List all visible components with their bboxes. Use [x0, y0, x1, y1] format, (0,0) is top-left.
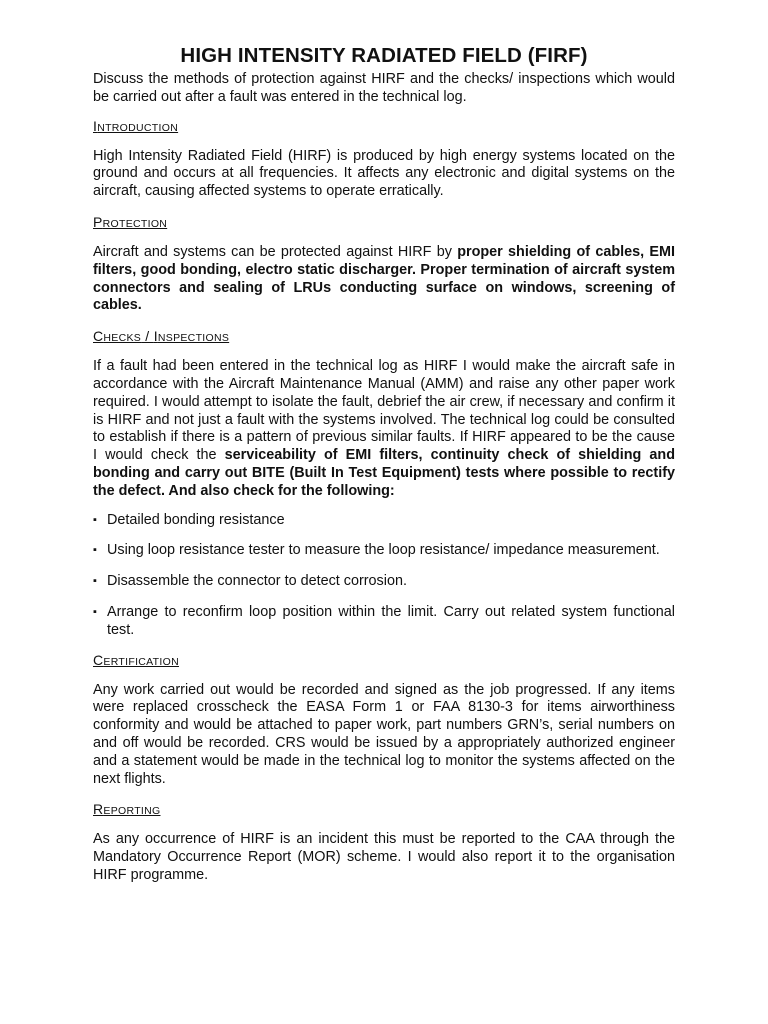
bullet-icon: ▪	[93, 605, 97, 618]
heading-initial: R	[93, 801, 104, 818]
heading-initial: C	[93, 651, 104, 668]
protection-text-bold: proper shielding of cables, EMI filters, good bonding, electro static discharger. Proper termination of aircraft system connectors and sealing of LRUs conducting surface on windows, screening of cables.	[93, 243, 675, 314]
list-item-text: Disassemble the connector to detect corrosion.	[107, 573, 407, 590]
list-item-text: Detailed bonding resistance	[107, 511, 285, 528]
protection-text-plain: Aircraft and systems can be protected against HIRF by	[93, 243, 458, 260]
checks-paragraph	[93, 358, 675, 500]
document-title: HIGH INTENSITY RADIATED FIELD (FIRF)	[180, 44, 588, 67]
list-item	[93, 512, 675, 530]
list-item-text: Using loop resistance tester to measure the loop resistance/ impedance measurement.	[107, 542, 660, 559]
list-item-text: Arrange to reconfirm loop position within the limit. Carry out related system functional test.	[107, 603, 675, 638]
heading-rest-c: HECKS	[103, 332, 142, 345]
question-text: Discuss the methods of protection against HIRF and the checks/ inspections which would be carried out after a fault was entered in the technical log.	[93, 71, 675, 105]
heading-separator: /	[141, 328, 154, 345]
section-heading-introduction	[93, 119, 675, 135]
reporting-paragraph: As any occurrence of HIRF is an incident this must be reported to the CAA through the Mandatory Occurrence Report (MOR) scheme. I would also report it to the organisation HIRF programme.	[93, 831, 675, 883]
heading-rest: NTRODUCTION	[97, 121, 179, 134]
list-item	[93, 604, 675, 640]
checks-text-bold: serviceability of EMI filters, continuity check of shielding and bonding and carry out BITE (Built In Test Equipment) tests where possible to rectify the defect. And also check for the following:	[93, 447, 675, 499]
list-item	[93, 573, 675, 591]
section-heading-protection	[93, 215, 675, 231]
heading-initial: I	[93, 117, 98, 134]
section-heading-checks-inspections	[93, 329, 675, 345]
list-item	[93, 542, 675, 560]
section-heading-reporting	[93, 802, 675, 818]
heading-rest: ERTIFICATION	[103, 655, 179, 668]
section-heading-certification	[93, 653, 675, 669]
heading-initial-i: I	[153, 328, 158, 345]
heading-rest-i: NSPECTIONS	[157, 332, 230, 345]
heading-rest: EPORTING	[103, 805, 161, 818]
heading-initial-c: C	[93, 328, 104, 345]
bullet-icon: ▪	[93, 513, 97, 526]
checks-text-plain: If a fault had been entered in the technical log as HIRF I would make the aircraft safe in accordance with the Aircraft Maintenance Manual (AMM) and raise any other paper work required. I would attempt to isolate the fault, debrief the air crew, if necessary and confirm it is HIRF and not just a fault with the systems involved. The technical log could be consulted to establish if there is a pattern of previous similar faults. If HIRF appeared to be the cause I would check the	[93, 358, 675, 464]
bullet-icon: ▪	[93, 544, 97, 557]
protection-paragraph	[93, 244, 675, 315]
heading-initial: P	[93, 213, 103, 230]
heading-rest: ROTECTION	[102, 217, 168, 230]
checks-bullet-list	[93, 512, 675, 640]
certification-paragraph: Any work carried out would be recorded and signed as the job progressed. If any items were replaced crosscheck the EASA Form 1 or FAA 8130-3 for items airworthiness conformity and would be attached to paper work, part numbers GRN’s, serial numbers on and off would be recorded. CRS would be issued by a appropriately authorized engineer and a statement would be made in the technical log to monitor the systems affected on the next flights.	[93, 681, 675, 787]
introduction-paragraph: High Intensity Radiated Field (HIRF) is produced by high energy systems located on the ground and occurs at all frequencies. It affects any electronic and digital systems on the aircraft, causing affected systems to operate erratically.	[93, 147, 675, 200]
bullet-icon: ▪	[93, 575, 97, 588]
